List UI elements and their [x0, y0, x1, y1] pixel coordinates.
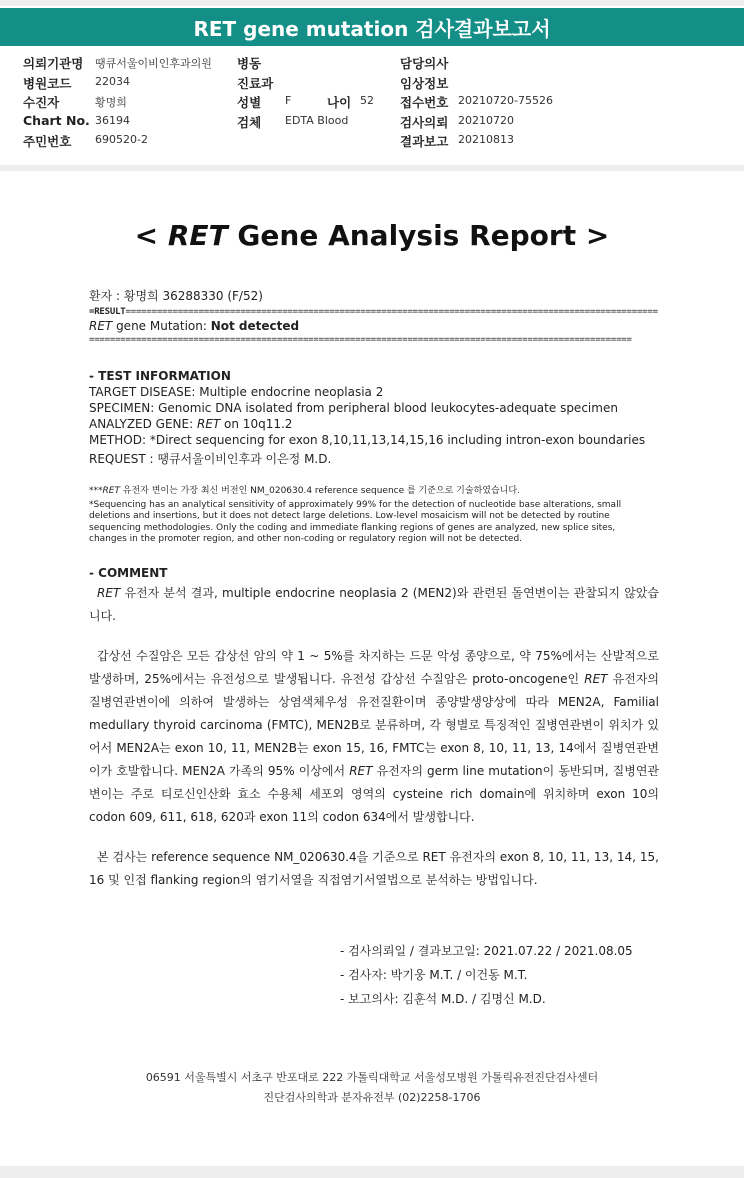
- info-value: 36194: [95, 113, 130, 127]
- info-row: [0, 72, 744, 92]
- comment-gene: RET: [584, 672, 608, 686]
- report-header-title: RET gene mutation 검사결과보고서: [193, 16, 551, 41]
- info-label: 병원코드: [23, 75, 72, 91]
- top-divider: [0, 0, 744, 6]
- comment-gene: RET: [97, 586, 121, 600]
- result-rule-line: ======================================================================================================: [125, 307, 658, 317]
- info-label: 접수번호: [400, 95, 449, 110]
- title-suffix: Gene Analysis Report >: [227, 219, 610, 252]
- note-reference: [89, 486, 651, 498]
- info-label: 검체: [237, 114, 262, 130]
- notes-block: [89, 486, 651, 544]
- info-value: 20210813: [458, 133, 514, 146]
- info-value: 20210720: [458, 113, 514, 127]
- result-block: [89, 288, 659, 346]
- comment-paragraph-2: [89, 645, 659, 829]
- method: METHOD: *Direct sequencing for exon 8,10,11,13,14,15,16 including intron-exon boundaries: [89, 433, 646, 447]
- info-label: 검사의뢰: [400, 114, 449, 130]
- info-label: 결과보고: [400, 134, 449, 149]
- comment-block: [89, 565, 659, 892]
- info-value: 690520-2: [95, 133, 148, 146]
- comment-paragraph-3: 본 검사는 reference sequence NM_020630.4을 기준으로 RET 유전자의 exon 8, 10, 11, 13, 14, 15, 16 및 인접 flanking region의 염기서열을 직접염기서열법으로 분석하는 방법입니다.: [89, 850, 659, 887]
- info-value: 황명희: [95, 96, 127, 109]
- rule-line: ========================================================================================================: [89, 335, 632, 345]
- footer-address: 06591 서울특별시 서초구 반포대로 222 가톨릭대학교 서울성모병원 가톨릭유전진단검사센터: [145, 1071, 599, 1084]
- sig-testers: - 검사자: 박기웅 M.T. / 이건동 M.T.: [340, 968, 528, 982]
- info-row: [0, 111, 744, 131]
- test-info-block: [89, 368, 659, 467]
- info-label: 진료과: [237, 75, 274, 91]
- info-label: 담당의사: [400, 56, 449, 71]
- mutation-value: Not detected: [210, 319, 300, 333]
- info-label: 성별: [237, 95, 262, 110]
- info-value: 52: [360, 94, 374, 107]
- comment-heading: - COMMENT: [89, 566, 168, 580]
- result-label: =RESULT: [89, 307, 126, 317]
- comment-paragraph-1: [89, 582, 659, 628]
- patient-info-table: [0, 52, 744, 150]
- info-label: Chart No.: [23, 112, 90, 128]
- info-row: [0, 130, 744, 150]
- note-sensitivity: *Sequencing has an analytical sensitivity of approximately 99% for the detection of nucleotide base alterations, small deletions and insertions, but it does not detect large deletions. Low-level mosaicism will not be detected by routine sequencing methodologies. Only the coding and immediate flanking regions of genes are analyzed, new splice sites, changes in the promoter region, and other non-coding or regulatory region will not be detected.: [89, 499, 622, 544]
- footer-contact: 진단검사의학과 분자유전부 (02)2258-1706: [263, 1091, 481, 1104]
- mutation-line: [89, 318, 659, 334]
- comment-title: [89, 565, 659, 581]
- analyzed-gene-loc: on 10q11.2: [220, 417, 293, 431]
- comment-text: 유전자의 질병연관변이에 의하여 발생하는 상염색체우성 유전질환이며 종양발생양상에 따라 MEN2A, Familial medullary thyroid carcinoma (FMTC), MEN2B로 분류하며, 각 형별로 특징적인 질병연관변이 위치가 있어서 MEN2A는 exon 10, 11, MEN2B는 exon 15, 16, FMTC는 exon 8, 10, 11, 13, 14에서 질병연관변이가 호발합니다. MEN2A 가족의 95% 이상에서: [89, 672, 659, 778]
- comment-text: 갑상선 수질암은 모든 갑상선 암의 약 1 ~ 5%를 차지하는 드문 악성 종양으로, 약 75%에서는 산발적으로 발생하며, 25%에서는 유전성으로 발생됩니다. 유전성 갑상선 수질암은 proto-oncogene인: [89, 649, 659, 686]
- title-prefix: <: [134, 219, 168, 252]
- comment-gene: RET: [349, 764, 373, 778]
- request: REQUEST : 땡큐서울이비인후과 이은정 M.D.: [89, 452, 332, 466]
- info-label: 주민번호: [23, 134, 72, 149]
- info-value: 20210720-75526: [458, 94, 553, 107]
- mutation-gene: RET: [89, 319, 113, 333]
- title-gene: RET: [167, 219, 228, 252]
- info-label: 수진자: [23, 95, 60, 110]
- info-label: 임상정보: [400, 75, 449, 91]
- info-value: EDTA Blood: [285, 113, 349, 127]
- info-value: F: [285, 94, 292, 107]
- bottom-divider: [0, 1166, 744, 1178]
- info-label: 의뢰기관명: [23, 56, 84, 71]
- report-document: [0, 171, 744, 1166]
- signature-block: [340, 939, 660, 1011]
- info-label: 나이: [327, 95, 352, 110]
- info-row: [0, 52, 744, 72]
- info-label: 병동: [237, 56, 262, 71]
- note-prefix: ***: [89, 486, 103, 496]
- sig-reporters: - 보고의사: 김훈석 M.D. / 김명신 M.D.: [340, 992, 546, 1006]
- comment-text: 유전자의 germ line mutation이 동반되며, 질병연관변이는 주로 티로신인산화 효소 수용체 세포외 영역의 cysteine rich domain에 위치하며 exon 10의 codon 609, 611, 618, 620과 exon 11의 codon 634에서 발생합니다.: [89, 764, 660, 824]
- specimen: SPECIMEN: Genomic DNA isolated from peripheral blood leukocytes-adequate specimen: [89, 401, 618, 415]
- target-disease: TARGET DISEASE: Multiple endocrine neoplasia 2: [89, 385, 384, 399]
- analyzed-gene-label: ANALYZED GENE:: [89, 417, 197, 431]
- test-info-heading: - TEST INFORMATION: [89, 369, 231, 383]
- analyzed-gene: [89, 416, 659, 432]
- sig-dates: - 검사의뢰일 / 결과보고일: 2021.07.22 / 2021.08.05: [340, 944, 633, 958]
- test-info-title: [89, 368, 659, 384]
- note-text: 유전자 변이는 가장 최신 버전인 NM_020630.4 reference sequence 를 기준으로 기술하였습니다.: [119, 486, 520, 496]
- analyzed-gene-name: RET: [196, 417, 221, 431]
- note-gene: RET: [102, 486, 120, 496]
- patient-line: 환자 : 황명희 36288330 (F/52): [89, 289, 263, 303]
- report-title: [0, 219, 744, 252]
- comment-text: 유전자 분석 결과, multiple endocrine neoplasia 2 (MEN2)와 관련된 돌연변이는 관찰되지 않았습니다.: [89, 586, 659, 623]
- info-row: [0, 91, 744, 111]
- mutation-label: gene Mutation:: [112, 319, 211, 333]
- info-value: 22034: [95, 74, 130, 88]
- report-header-banner: [0, 8, 744, 46]
- info-value: 땡큐서울이비인후과의원: [95, 57, 212, 70]
- result-rule: [89, 306, 659, 318]
